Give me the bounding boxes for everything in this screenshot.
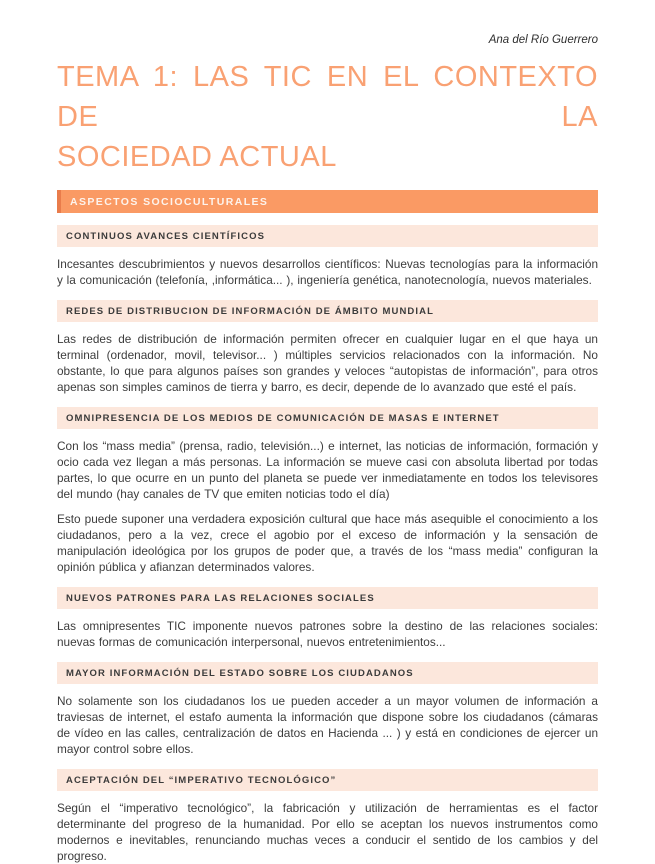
section-imperativo-tecnologico bbox=[57, 769, 598, 864]
section-heading: CONTINUOS AVANCES CIENTÍFICOS bbox=[57, 225, 598, 247]
paragraph: Incesantes descubrimientos y nuevos desarrollos científicos: Nuevas tecnologías para la información y la comunicación (telefonía, ,informática... ), ingeniería genética, nanotecnología, nuevos materiales. bbox=[57, 257, 598, 287]
paragraph: No solamente son los ciudadanos los ue pueden acceder a un mayor volumen de información a traviesas de internet, el estafo aumenta la información que dispone sobre los ciudadanos (cámaras de vídeo en las calles, centralización de datos en Hacienda ... ) y está en condiciones de ejercer un mayor control sobre ellos. bbox=[57, 694, 598, 756]
chapter-banner: ASPECTOS SOCIOCULTURALES bbox=[57, 190, 598, 213]
section-heading: ACEPTACIÓN DEL “IMPERATIVO TECNOLÓGICO” bbox=[57, 769, 598, 791]
section-nuevos-patrones bbox=[57, 587, 598, 650]
section-continuos-avances bbox=[57, 225, 598, 288]
author-name: Ana del Río Guerrero bbox=[488, 34, 598, 46]
paragraph: Las omnipresentes TIC imponente nuevos patrones sobre la destino de las relaciones sociales: nuevas formas de comunicación interpersonal, nuevos entretenimientos... bbox=[57, 619, 598, 649]
paragraph: Las redes de distribución de información permiten ofrecer en cualquier lugar en el que haya un terminal (ordenador, movil, televisor... ) múltiples servicios relacionados con la información. No obstante, lo que para algunos países son grandes y veloces “autopistas de información”, para otros apenas son simples caminos de tierra y barro, es decir, depende de lo avanzado que esté el país. bbox=[57, 332, 598, 394]
document-title-line-2: SOCIEDAD ACTUAL bbox=[57, 141, 337, 173]
document-title-line-1: TEMA 1: LAS TIC EN EL CONTEXTO DE LA bbox=[57, 61, 598, 133]
section-omnipresencia-medios bbox=[57, 407, 598, 575]
document-title bbox=[57, 57, 598, 177]
paragraph: Según el “imperativo tecnológico”, la fabricación y utilización de herramientas es el factor determinante del progreso de la humanidad. Por ello se aceptan los nuevos instrumentos como modernos e inevitables, renunciando muchas veces a conducir el sentido de los cambios y del progreso. bbox=[57, 801, 598, 863]
section-mayor-informacion-estado bbox=[57, 662, 598, 757]
section-heading: MAYOR INFORMACIÓN DEL ESTADO SOBRE LOS CIUDADANOS bbox=[57, 662, 598, 684]
paragraph: Con los “mass media” (prensa, radio, televisión...) e internet, las noticias de información, formación y ocio cada vez llegan a más personas. La información se mueve casi con absoluta libertad por todas partes, lo que ocurre en un punto del planeta se puede ver inmediatamente en todos los televisores del mundo (hay canales de TV que emiten noticias todo el día) bbox=[57, 439, 598, 501]
section-redes-distribucion bbox=[57, 300, 598, 395]
section-heading: REDES DE DISTRIBUCION DE INFORMACIÓN DE ÁMBITO MUNDIAL bbox=[57, 300, 598, 322]
section-heading: OMNIPRESENCIA DE LOS MEDIOS DE COMUNICACIÓN DE MASAS E INTERNET bbox=[57, 407, 598, 429]
paragraph: Esto puede suponer una verdadera exposición cultural que hace más asequible el conocimiento a los ciudadanos, pero a la vez, crece el agobio por el exceso de información y la sensación de manipulación ideológica por los grupos de poder que, a través de los “mass media” configuran la opinión pública y afianzan determinados valores. bbox=[57, 512, 598, 574]
section-heading: NUEVOS PATRONES PARA LAS RELACIONES SOCIALES bbox=[57, 587, 598, 609]
